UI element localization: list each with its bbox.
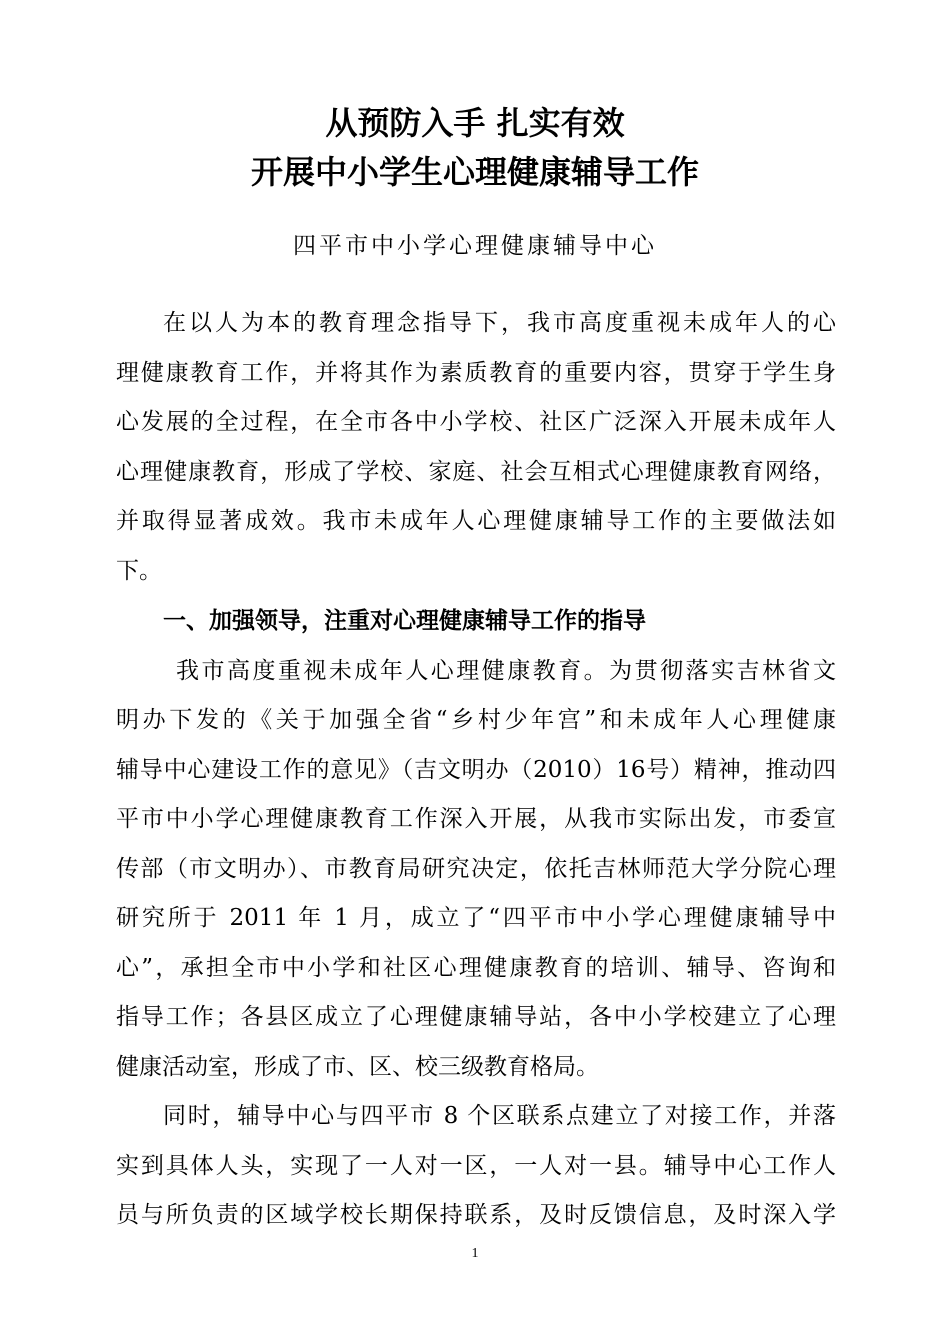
paragraph-2-line: 健康活动室，形成了市、区、校三级教育格局。 — [116, 1054, 599, 1080]
paragraph-1-line: 心理健康教育，形成了学校、家庭、社会互相式心理健康教育网络， — [116, 459, 836, 485]
paragraph-3-line: 同时，辅导中心与四平市 8 个区联系点建立了对接工作，并落 — [163, 1103, 836, 1129]
paragraph-1-line: 理健康教育工作，并将其作为素质教育的重要内容，贯穿于学生身 — [116, 360, 836, 386]
paragraph-2-line: 平市中小学心理健康教育工作深入开展，从我市实际出发，市委宣 — [116, 806, 836, 832]
section-heading: 一、加强领导，注重对心理健康辅导工作的指导 — [163, 608, 646, 634]
paragraph-1-line: 下。 — [116, 558, 162, 584]
document-author: 四平市中小学心理健康辅导中心 — [293, 233, 657, 259]
document-title-line-2: 开展中小学生心理健康辅导工作 — [250, 153, 699, 191]
paragraph-1-line: 心发展的全过程，在全市各中小学校、社区广泛深入开展未成年人 — [116, 409, 836, 435]
paragraph-2-line: 辅导中心建设工作的意见》（吉文明办（2010）16号）精神，推动四 — [116, 757, 836, 783]
paragraph-2-line: 我市高度重视未成年人心理健康教育。为贯彻落实吉林省文 — [176, 658, 836, 684]
paragraph-1-line: 在以人为本的教育理念指导下，我市高度重视未成年人的心 — [163, 310, 836, 336]
paragraph-2-line: 研究所于 2011 年 1 月，成立了“四平市中小学心理健康辅导中 — [116, 905, 836, 931]
paragraph-2-line: 心”，承担全市中小学和社区心理健康教育的培训、辅导、咨询和 — [116, 955, 836, 981]
paragraph-3-line: 实到具体人头，实现了一人对一区，一人对一县。辅导中心工作人 — [116, 1153, 836, 1179]
document-title-line-1: 从预防入手 扎实有效 — [325, 104, 625, 142]
paragraph-2-line: 指导工作；各县区成立了心理健康辅导站，各中小学校建立了心理 — [116, 1004, 836, 1030]
paragraph-1-line: 并取得显著成效。我市未成年人心理健康辅导工作的主要做法如 — [116, 508, 836, 534]
paragraph-2-line: 传部（市文明办）、市教育局研究决定，依托吉林师范大学分院心理 — [116, 856, 836, 882]
page-number: 1 — [471, 1246, 479, 1261]
paragraph-3-line: 员与所负责的区域学校长期保持联系，及时反馈信息，及时深入学 — [116, 1202, 836, 1228]
paragraph-2-line: 明办下发的《关于加强全省“乡村少年宫”和未成年人心理健康 — [116, 707, 836, 733]
